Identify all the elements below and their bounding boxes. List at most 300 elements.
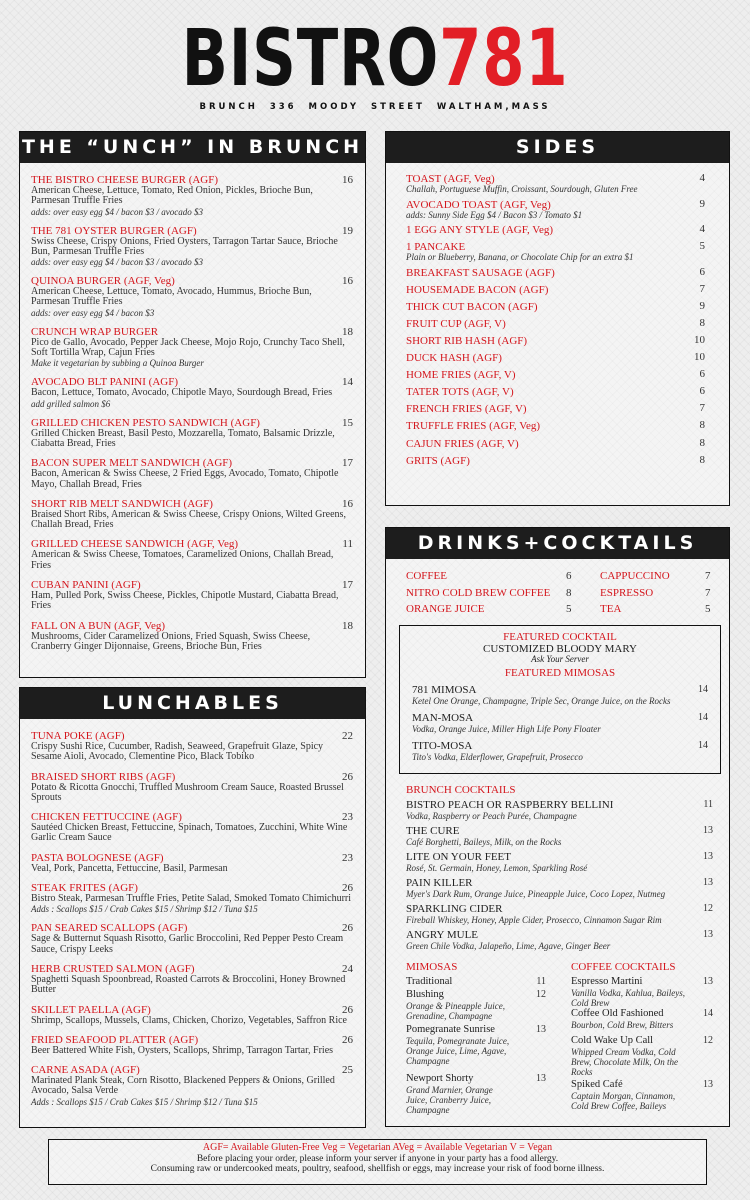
side-name xyxy=(406,223,705,237)
menu-item xyxy=(31,730,353,763)
side-price: 6 xyxy=(699,265,705,278)
item-price: 19 xyxy=(342,224,353,237)
item-price: 23 xyxy=(342,851,353,864)
side-tag: (AGF, V) xyxy=(484,403,527,416)
logo-subtitle: BRUNCH 336 MOODY STREET WALTHAM,MASS xyxy=(199,102,551,112)
item-description: Veal, Pork, Pancetta, Fettuccine, Basil, Parmesan xyxy=(31,862,228,874)
side-tag: (AGF) xyxy=(440,454,470,467)
item-tag: (AGF) xyxy=(110,1064,140,1077)
item-price: 16 xyxy=(342,497,353,510)
item-tag: (AGF) xyxy=(152,811,182,824)
item-price: 23 xyxy=(342,811,353,824)
drink-item-price: 13 xyxy=(703,877,713,888)
item-price: 26 xyxy=(342,1033,353,1046)
item-price: 16 xyxy=(342,275,353,288)
drink-name: COFFEE xyxy=(406,570,447,582)
featured-box xyxy=(399,625,721,774)
item-description: Shrimp, Scallops, Mussels, Clams, Chicken, Chorizo, Vegetables, Saffron Rice xyxy=(31,1014,347,1026)
item-description: Grilled Chicken Breast, Basil Pesto, Mozzarella, Tomato, Balsamic Drizzle, Ciabatta Bread, Fries xyxy=(31,427,335,449)
coffee-description: Whipped Cream Vodka, Cold Brew, Chocolate Milk, On the Rocks xyxy=(571,1047,678,1077)
drink-item xyxy=(412,712,708,734)
item-tag: (AGF) xyxy=(134,851,164,864)
menu-item xyxy=(31,275,353,318)
menu-item xyxy=(31,922,353,955)
item-tag: (AGF, Veg) xyxy=(187,538,238,551)
item-price: 16 xyxy=(342,174,353,186)
item-name xyxy=(31,1004,353,1016)
item-price: 18 xyxy=(342,325,353,338)
item-price: 26 xyxy=(342,1003,353,1016)
footer-allergy-note: Before placing your order, please inform your server if anyone in your party has a food allergy. xyxy=(196,1153,559,1164)
side-name xyxy=(406,385,705,399)
side-name-text: THICK CUT BACON xyxy=(406,300,506,313)
item-tag: (AGF, Veg) xyxy=(123,275,175,288)
footer xyxy=(48,1139,707,1185)
item-name-text: THE 781 OYSTER BURGER xyxy=(31,224,165,237)
side-tag: (AGF, V) xyxy=(471,386,514,399)
item-price: 15 xyxy=(342,416,353,429)
item-addons: Adds : Scallops $15 / Crab Cakes $15 / Shrimp $12 / Tuna $15 xyxy=(31,904,258,915)
item-name-text: CUBAN PANINI xyxy=(31,579,109,592)
menu-item xyxy=(31,326,353,369)
coffee-description: Vanilla Vodka, Kahlua, Baileys, Cold Brew xyxy=(571,988,685,1008)
mimosa-item xyxy=(406,989,546,1021)
item-description: Marinated Plank Steak, Corn Risotto, Blackened Peppers & Onions, Grilled Avocado, Salsa Verde xyxy=(31,1075,335,1097)
side-name xyxy=(406,300,705,314)
drink-item-name: PAIN KILLER xyxy=(406,877,473,889)
side-item xyxy=(406,198,705,224)
drink-item-price: 12 xyxy=(703,903,713,914)
coffee-name: Coffee Old Fashioned xyxy=(571,1008,664,1019)
item-name-text: BRAISED SHORT RIBS xyxy=(31,770,144,783)
item-tag: (AGF, Veg) xyxy=(114,619,165,632)
lunchables-list xyxy=(31,730,353,1115)
footer-raw-warning: Consuming raw or undercooked meats, poultry, seafood, shellfish or eggs, may increase your risk of food borne illness. xyxy=(150,1164,605,1174)
item-name-text: GRILLED CHEESE SANDWICH xyxy=(31,538,185,551)
item-name-text: GRILLED CHICKEN PESTO SANDWICH xyxy=(31,416,228,429)
lunchables-section xyxy=(19,687,366,1128)
mimosa-name: Blushing xyxy=(406,989,444,1000)
drink-item-name: BISTRO PEACH OR RASPBERRY BELLINI xyxy=(406,799,614,811)
side-price: 6 xyxy=(699,385,705,398)
item-tag: (AGF) xyxy=(121,1003,151,1016)
drinks-section xyxy=(385,527,730,1127)
side-description: Challah, Portuguese Muffin, Croissant, Sourdough, Gluten Free xyxy=(406,184,638,194)
drink-name: CAPPUCCINO xyxy=(600,570,670,582)
item-name-text: PASTA BOLOGNESE xyxy=(31,851,132,864)
side-tag: (AGF, Veg) xyxy=(443,173,495,185)
side-price: 8 xyxy=(699,419,705,432)
side-name-text: AVOCADO TOAST xyxy=(406,198,498,211)
side-name-text: FRENCH FRIES xyxy=(406,403,483,416)
coffee-name: Cold Wake Up Call xyxy=(571,1035,654,1046)
side-name xyxy=(406,266,705,280)
coffee-cocktails-title: COFFEE COCKTAILS xyxy=(571,961,676,973)
drink-name: NITRO COLD BREW COFFEE xyxy=(406,586,551,599)
drink-item-price: 11 xyxy=(703,799,713,810)
drink-item xyxy=(412,740,708,762)
item-name-text: TUNA POKE xyxy=(31,730,93,742)
menu-item xyxy=(31,1004,353,1026)
item-description: Spaghetti Squash Spoonbread, Roasted Carrots & Broccolini, Honey Browned Butter xyxy=(31,973,346,996)
menu-item xyxy=(31,538,353,571)
mimosa-price: 13 xyxy=(536,1024,546,1035)
side-price: 8 xyxy=(699,436,705,449)
coffee-name: Espresso Martini xyxy=(571,976,643,987)
side-tag: (AGF) xyxy=(508,300,538,313)
side-item xyxy=(406,385,705,402)
menu-item xyxy=(31,963,353,996)
side-name-text: TATER TOTS xyxy=(406,386,470,399)
side-name xyxy=(406,283,705,297)
drink-item-description: Rosé, St. Germain, Honey, Lemon, Sparkling Rosé xyxy=(406,863,588,873)
item-price: 26 xyxy=(342,922,353,935)
drink-item xyxy=(406,877,713,899)
side-name xyxy=(406,454,705,468)
menu-item xyxy=(31,417,353,450)
logo xyxy=(0,14,750,112)
drink-item-description: Ketel One Orange, Champagne, Triple Sec, Orange Juice, on the Rocks xyxy=(412,696,671,706)
side-name-text: TRUFFLE FRIES xyxy=(406,420,487,433)
lunchables-title: LUNCHABLES xyxy=(20,688,365,719)
featured-cocktail-name: CUSTOMIZED BLOODY MARY xyxy=(482,643,637,655)
menu-item xyxy=(31,852,353,874)
side-tag: (AGF) xyxy=(525,266,555,279)
side-name-text: FRUIT CUP xyxy=(406,317,462,330)
side-name-text: BREAKFAST SAUSAGE xyxy=(406,266,523,279)
menu-item xyxy=(31,579,353,612)
item-name-text: HERB CRUSTED SALMON xyxy=(31,962,163,975)
item-description: Mushrooms, Cider Caramelized Onions, Fried Squash, Swiss Cheese, Cranberry Ginger Dijonnaise, Greens, Brioche Bun, Fries xyxy=(31,630,311,652)
item-price: 14 xyxy=(342,376,353,389)
side-item xyxy=(406,368,705,385)
sides-title: SIDES xyxy=(386,132,729,163)
item-tag: (AGF) xyxy=(145,770,176,783)
drink-item-name: TITO-MOSA xyxy=(412,740,473,752)
side-name-text: DUCK HASH xyxy=(406,352,470,365)
item-name-text: BACON SUPER MELT SANDWICH xyxy=(31,457,200,470)
menu-item xyxy=(31,376,353,408)
item-description: American Cheese, Lettuce, Tomato, Red Onion, Pickles, Brioche Bun, Parmesan Truffle Fries xyxy=(31,185,313,207)
side-name-text: GRITS xyxy=(406,454,438,467)
item-name xyxy=(31,852,353,864)
item-description: American Cheese, Lettuce, Tomato, Avocado, Hummus, Brioche Bun, Parmesan Truffle Fries xyxy=(31,286,312,308)
mimosa-description: Orange & Pineapple Juice, Grenadine, Champagne xyxy=(406,1001,505,1021)
item-addons: add grilled salmon $6 xyxy=(31,398,111,409)
item-tag: (AGF) xyxy=(167,224,197,237)
drink-item-price: 13 xyxy=(703,929,713,940)
item-price: 26 xyxy=(342,882,353,895)
brunch-cocktails-title: BRUNCH COCKTAILS xyxy=(406,784,516,796)
item-description: Ham, Pulled Pork, Swiss Cheese, Pickles, Chipotle Mustard, Ciabatta Bread, Fries xyxy=(31,590,339,612)
logo-wordmark: BISTRO781 xyxy=(181,14,569,104)
item-price: 11 xyxy=(342,538,353,551)
item-description: Beer Battered White Fish, Oysters, Scallops, Shrimp, Tarragon Tartar, Fries xyxy=(31,1044,334,1056)
side-item xyxy=(406,454,705,471)
side-tag: (AGF) xyxy=(497,334,528,347)
side-item xyxy=(406,266,705,283)
side-price: 8 xyxy=(699,316,705,329)
drink-item xyxy=(406,903,713,925)
item-tag: (AGF) xyxy=(111,579,141,592)
side-price: 4 xyxy=(699,223,705,235)
item-description: Sautéed Chicken Breast, Fettuccine, Spinach, Tomatoes, Zucchini, White Wine Garlic Cream Sauce xyxy=(31,822,348,844)
side-item xyxy=(406,334,705,351)
brunch-section xyxy=(19,131,366,678)
item-name xyxy=(31,326,353,338)
mimosa-description: Grand Marnier, Orange Juice, Cranberry Juice, Champagne xyxy=(406,1085,493,1115)
side-tag: (AGF, V) xyxy=(464,317,506,330)
side-tag: (AGF, V) xyxy=(476,437,519,450)
drink-item-price: 14 xyxy=(698,684,708,695)
side-item xyxy=(406,402,705,419)
mimosa-item xyxy=(406,1024,546,1066)
drink-item-description: Green Chile Vodka, Jalapeño, Lime, Agave, Ginger Beer xyxy=(406,941,611,951)
item-tag: (AGF) xyxy=(108,882,138,895)
mimosa-name: Pomegranate Sunrise xyxy=(406,1024,495,1035)
item-tag: (AGF) xyxy=(148,376,179,389)
side-name xyxy=(406,368,705,382)
coffee-description: Bourbon, Cold Brew, Bitters xyxy=(571,1020,674,1030)
item-name-text: CHICKEN FETTUCCINE xyxy=(31,811,150,824)
item-name-text: THE BISTRO CHEESE BURGER xyxy=(31,174,186,186)
item-addons: Adds : Scallops $15 / Crab Cakes $15 / Shrimp $12 / Tuna $15 xyxy=(31,1096,258,1107)
item-addons: adds: over easy egg $4 / bacon $3 xyxy=(31,307,155,318)
side-price: 7 xyxy=(699,402,705,415)
item-name xyxy=(31,771,353,783)
menu-item xyxy=(31,457,353,490)
item-price: 26 xyxy=(342,770,353,783)
side-price: 8 xyxy=(699,453,705,466)
side-description: adds: Sunny Side Egg $4 / Bacon $3 / Tomato $1 xyxy=(406,209,583,220)
item-description: Pico de Gallo, Avocado, Pepper Jack Cheese, Mojo Rojo, Crunchy Taco Shell, Soft Tortilla Wrap, Cajun Fries xyxy=(31,336,345,359)
side-price: 4 xyxy=(699,172,705,184)
side-item xyxy=(406,300,705,317)
side-item xyxy=(406,317,705,334)
featured-mimosas-title: FEATURED MIMOSAS xyxy=(504,667,616,679)
mimosa-name: Traditional xyxy=(406,976,453,987)
drink-price: 8 xyxy=(566,586,572,599)
item-price: 25 xyxy=(342,1064,353,1077)
side-name xyxy=(406,437,705,451)
drink-item-name: LITE ON YOUR FEET xyxy=(406,851,511,863)
side-name-text: SHORT RIB HASH xyxy=(406,334,495,347)
mimosa-description: Tequila, Pomegranate Juice, Orange Juice, Lime, Agave, Champagne xyxy=(406,1036,510,1066)
menu-item xyxy=(31,771,353,804)
coffee-description: Captain Morgan, Cinnamon, Cold Brew Coffee, Baileys xyxy=(571,1091,676,1111)
drink-price: 5 xyxy=(566,603,572,615)
drink-item xyxy=(406,825,713,847)
item-description: Bacon, Lettuce, Tomato, Avocado, Chipotle Mayo, Sourdough Bread, Fries xyxy=(31,387,333,399)
item-name-text: CRUNCH WRAP BURGER xyxy=(31,325,159,338)
side-name-text: CAJUN FRIES xyxy=(406,437,475,450)
side-item xyxy=(406,351,705,368)
item-name xyxy=(31,620,353,632)
side-price: 5 xyxy=(699,240,705,253)
drink-item xyxy=(406,851,713,873)
side-tag: (AGF, V) xyxy=(473,369,516,382)
coffee-price: 13 xyxy=(703,976,713,987)
drink-price: 6 xyxy=(566,570,572,582)
coffee-item xyxy=(571,1079,713,1111)
mimosa-item xyxy=(406,976,546,988)
sides-section xyxy=(385,131,730,506)
coffee-price: 14 xyxy=(703,1008,713,1019)
item-price: 17 xyxy=(342,579,353,592)
drink-item-name: THE CURE xyxy=(406,825,460,837)
menu-item xyxy=(31,811,353,844)
drink-item xyxy=(406,799,713,821)
side-price: 9 xyxy=(699,197,705,210)
drink-name: ORANGE JUICE xyxy=(406,603,485,615)
item-tag: (AGF) xyxy=(183,497,213,510)
mimosa-price: 13 xyxy=(536,1073,546,1084)
item-name-text: PAN SEARED SCALLOPS xyxy=(31,922,156,935)
item-description: Braised Short Ribs, American & Swiss Cheese, Crispy Onions, Wilted Greens, Challah Bread, Fries xyxy=(31,508,346,531)
sides-list xyxy=(406,172,705,471)
drink-item-name: MAN-MOSA xyxy=(412,712,474,724)
drink-price: 5 xyxy=(705,603,711,615)
menu-item xyxy=(31,225,353,268)
drink-item xyxy=(406,929,713,951)
side-price: 6 xyxy=(699,368,705,381)
mimosa-price: 12 xyxy=(536,989,546,1000)
mimosas-title: MIMOSAS xyxy=(406,961,458,973)
drink-item-description: Myer's Dark Rum, Orange Juice, Pineapple Juice, Coco Lopez, Nutmeg xyxy=(406,889,666,899)
side-name xyxy=(406,351,705,365)
side-name-text: HOUSEMADE BACON xyxy=(406,283,517,296)
coffee-price: 13 xyxy=(703,1079,713,1090)
drink-item-description: Café Borghetti, Baileys, Milk, on the Rocks xyxy=(406,837,562,847)
side-name-text: 1 PANCAKE xyxy=(406,241,466,254)
side-item xyxy=(406,283,705,300)
item-price: 18 xyxy=(342,619,353,632)
item-price: 22 xyxy=(342,730,353,742)
drink-item-name: SPARKLING CIDER xyxy=(406,903,503,915)
menu-item xyxy=(31,498,353,531)
item-tag: (AGF) xyxy=(230,416,260,429)
item-name xyxy=(31,225,353,237)
item-tag: (AGF) xyxy=(165,962,195,975)
coffee-name: Spiked Café xyxy=(571,1079,623,1090)
drink-item-price: 14 xyxy=(698,740,708,751)
item-tag: (AGF) xyxy=(188,174,219,186)
footer-legend: AGF= Available Gluten-Free Veg = Vegetarian AVeg = Available Vegetarian V = Vegan xyxy=(202,1142,553,1153)
drink-price: 7 xyxy=(705,570,711,582)
item-addons: Make it vegetarian by subbing a Quinoa Burger xyxy=(31,358,204,369)
item-description: Swiss Cheese, Crispy Onions, Fried Oysters, Tarragon Tartar Sauce, Brioche Bun, Parmesan Truffle Fries xyxy=(31,235,338,257)
side-tag: (AGF) xyxy=(519,283,549,296)
item-description: American & Swiss Cheese, Tomatoes, Caramelized Onions, Challah Bread, Fries xyxy=(31,549,334,571)
menu-item xyxy=(31,1064,353,1107)
side-name xyxy=(406,334,705,348)
item-name-text: FRIED SEAFOOD PLATTER xyxy=(31,1033,167,1046)
drink-item-description: Fireball Whiskey, Honey, Apple Cider, Prosecco, Cinnamon Sugar Rim xyxy=(406,915,662,925)
side-item xyxy=(406,240,705,266)
item-name-text: FALL ON A BUN xyxy=(31,619,112,632)
drink-item-price: 13 xyxy=(703,825,713,836)
drink-item xyxy=(412,684,708,706)
item-name-text: SKILLET PAELLA xyxy=(31,1003,119,1016)
drink-item-name: 781 MIMOSA xyxy=(412,684,477,696)
item-description: Crispy Sushi Rice, Cucumber, Radish, Seaweed, Grapefruit Glaze, Spicy Sesame Aioli, Avocado, Clementine Pico, Black Tobiko xyxy=(31,741,324,763)
coffee-item xyxy=(571,1035,713,1077)
drink-name: TEA xyxy=(600,603,622,615)
side-name xyxy=(406,317,705,331)
drink-item-description: Vodka, Orange Juice, Miller High Life Pony Floater xyxy=(412,724,601,734)
side-tag: (AGF, Veg) xyxy=(502,224,554,236)
item-price: 24 xyxy=(342,962,353,975)
menu-item xyxy=(31,882,353,914)
brunch-title: THE “UNCH” IN BRUNCH xyxy=(20,132,365,163)
side-item xyxy=(406,172,705,198)
drinks-title: DRINKS+COCKTAILS xyxy=(386,528,729,559)
item-tag: (AGF) xyxy=(158,922,188,935)
item-tag: (AGF) xyxy=(202,457,233,470)
side-price: 9 xyxy=(699,299,705,312)
drink-price: 7 xyxy=(705,586,711,599)
side-name xyxy=(406,419,705,433)
side-name-text: HOME FRIES xyxy=(406,369,472,382)
side-tag: (AGF) xyxy=(472,352,502,365)
item-description: Bacon, American & Swiss Cheese, 2 Fried Eggs, Avocado, Tomato, Chipotle Mayo, Challah Bread, Fries xyxy=(31,468,339,490)
mimosa-price: 11 xyxy=(536,976,546,987)
side-tag: (AGF, Veg) xyxy=(499,198,551,211)
item-name-text: STEAK FRITES xyxy=(31,882,106,895)
item-description: Potato & Ricotta Gnocchi, Truffled Mushroom Cream Sauce, Roasted Brussel Sprouts xyxy=(31,781,344,803)
mimosa-name: Newport Shorty xyxy=(406,1073,474,1084)
featured-cocktail-desc: Ask Your Server xyxy=(531,654,589,664)
item-name xyxy=(31,417,353,429)
menu-item xyxy=(31,1034,353,1056)
coffee-price: 12 xyxy=(703,1035,713,1046)
side-price: 7 xyxy=(699,282,705,295)
drink-item-price: 13 xyxy=(703,851,713,862)
item-name-text: QUINOA BURGER xyxy=(31,275,122,288)
side-tag: (AGF, Veg) xyxy=(489,420,540,433)
item-addons: adds: over easy egg $4 / bacon $3 / avocado $3 xyxy=(31,206,203,217)
drink-item-price: 14 xyxy=(698,712,708,723)
drink-item-description: Tito's Vodka, Elderflower, Grapefruit, Prosecco xyxy=(412,752,583,762)
drink-item-description: Vodka, Raspberry or Peach Purée, Champagne xyxy=(406,811,577,821)
side-item xyxy=(406,419,705,436)
side-item xyxy=(406,223,705,240)
brunch-list xyxy=(31,174,353,660)
coffee-item xyxy=(571,1008,713,1030)
item-description: Bistro Steak, Parmesan Truffle Fries, Petite Salad, Smoked Tomato Chimichurri xyxy=(31,893,352,905)
item-name-text: CARNE ASADA xyxy=(31,1064,108,1077)
side-price: 10 xyxy=(694,351,705,364)
side-name xyxy=(406,402,705,416)
drink-name: ESPRESSO xyxy=(600,586,654,599)
side-name-text: 1 EGG ANY STYLE xyxy=(406,224,500,236)
item-tag: (AGF) xyxy=(168,1033,199,1046)
coffee-item xyxy=(571,976,713,1008)
item-description: Sage & Butternut Squash Risotto, Garlic Broccolini, Red Pepper Pesto Cream Sauce, Crispy Leeks xyxy=(31,933,344,955)
side-price: 10 xyxy=(694,333,705,346)
menu-item xyxy=(31,620,353,653)
item-name-text: AVOCADO BLT PANINI xyxy=(31,376,146,389)
item-name-text: SHORT RIB MELT SANDWICH xyxy=(31,497,181,510)
featured-cocktail-title: FEATURED COCKTAIL xyxy=(503,631,617,643)
side-description: Plain or Blueberry, Banana, or Chocolate Chip for an extra $1 xyxy=(406,252,634,263)
item-price: 17 xyxy=(342,457,353,470)
item-addons: adds: over easy egg $4 / bacon $3 / avocado $3 xyxy=(31,257,203,268)
item-tag: (AGF) xyxy=(95,730,125,742)
drink-item-name: ANGRY MULE xyxy=(406,929,479,941)
side-item xyxy=(406,437,705,454)
mimosa-item xyxy=(406,1073,546,1115)
